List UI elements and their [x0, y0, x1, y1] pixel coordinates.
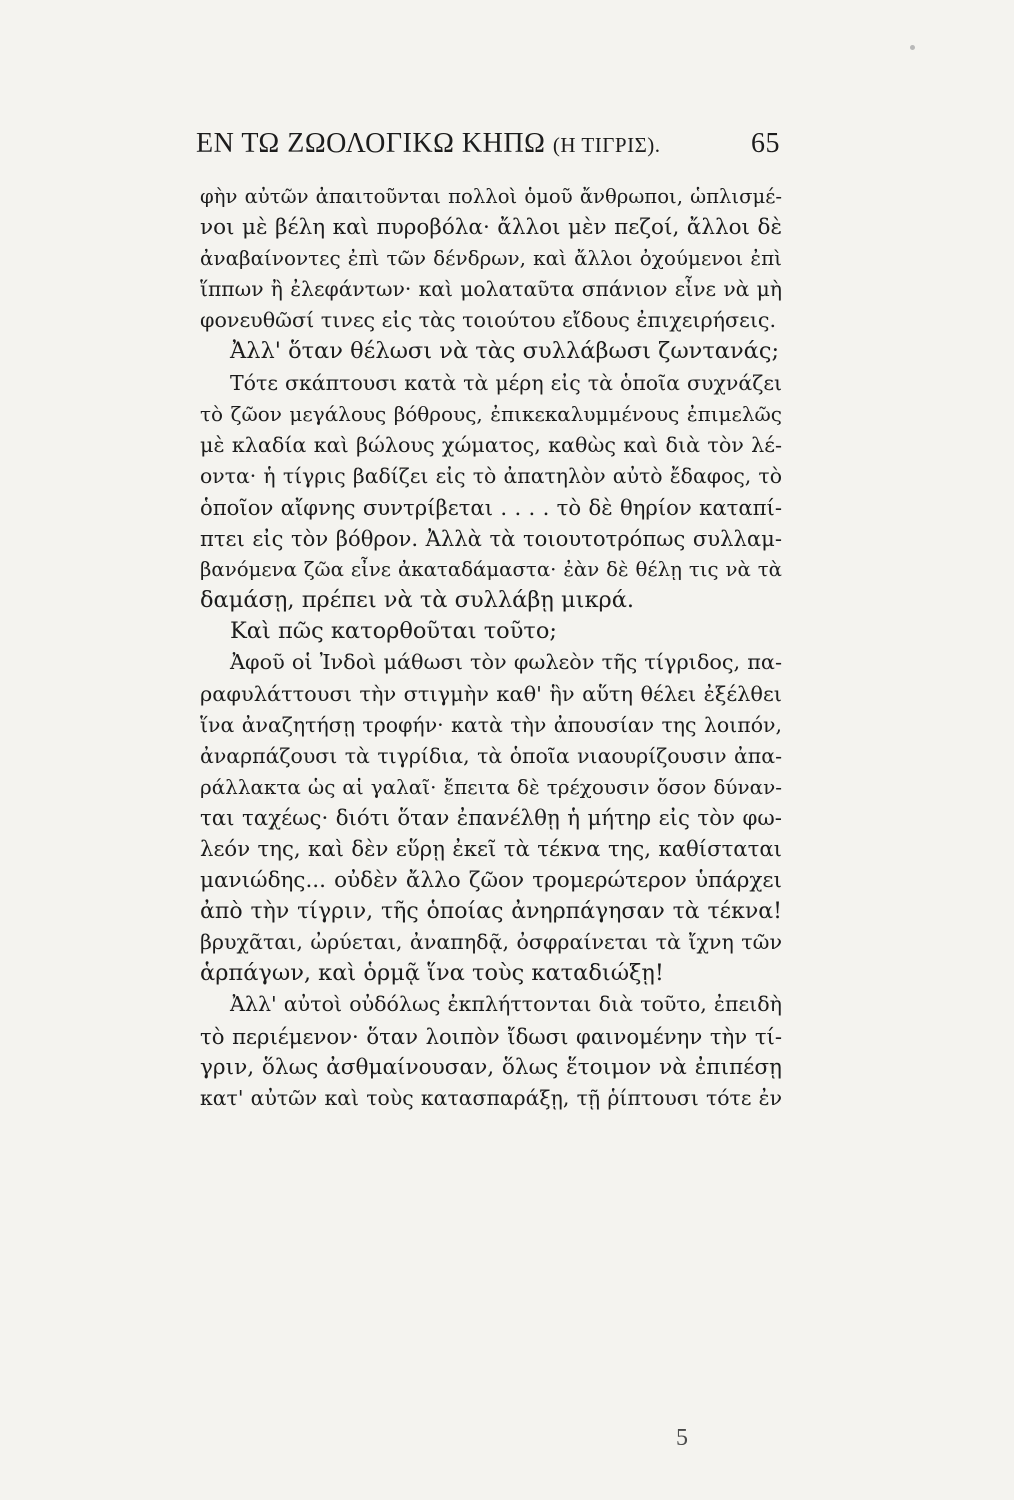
text-line: βανόμενα ζῶα εἶνε ἀκαταδάμαστα· ἐὰν δὲ θέλῃ τις νὰ τὰ: [200, 558, 782, 582]
text-line: Καὶ πῶς κατορθοῦται τοῦτο;: [230, 618, 557, 645]
text-line: μὲ κλαδία καὶ βώλους χώματος, καθὼς καὶ διὰ τὸν λέ-: [200, 432, 782, 457]
text-line: οντα· ἡ τίγρις βαδίζει εἰς τὸ ἀπατηλὸν αὐτὸ ἔδαφος, τὸ: [200, 463, 782, 488]
text-line: τὸ ζῶον μεγάλους βόθρους, ἐπικεκαλυμμένους ἐπιμελῶς: [200, 401, 782, 426]
text-line: Ἀλλ' αὐτοὶ οὐδόλως ἐκπλήττονται διὰ τοῦτο, ἐπειδὴ: [230, 992, 782, 1017]
paper-speck: [910, 45, 915, 50]
body-text: [200, 181, 782, 1114]
running-title-sub: (Η ΤΙΓΡΙΣ).: [552, 133, 661, 157]
text-line: ἵνα ἀναζητήσῃ τροφήν· κατὰ τὴν ἀπουσίαν της λοιπόν,: [200, 712, 782, 737]
text-line: ραφυλάττουσι τὴν στιγμὴν καθ' ἣν αὕτη θέλει ἐξέλθει: [200, 681, 782, 706]
text-line: μανιώδης... οὐδὲν ἄλλο ζῶον τρομερώτερον ὑπάρχει: [200, 868, 782, 894]
text-line: κατ' αὐτῶν καὶ τοὺς κατασπαράξῃ, τῇ ῥίπτουσι τότε ἐν: [200, 1085, 782, 1110]
signature-mark: 5: [676, 1425, 688, 1451]
running-header: [196, 128, 780, 168]
text-line: ἀναρπάζουσι τὰ τιγρίδια, τὰ ὁποῖα νιαουρίζουσιν ἀπα-: [200, 743, 782, 768]
text-line: ράλλακτα ὡς αἱ γαλαῖ· ἔπειτα δὲ τρέχουσιν ὅσον δύναν-: [200, 774, 782, 799]
page-number: 65: [751, 128, 780, 159]
text-line: Ἀφοῦ οἱ Ἰνδοὶ μάθωσι τὸν φωλεὸν τῆς τίγριδος, πα-: [230, 650, 782, 675]
text-line: ἁρπάγων, καὶ ὁρμᾷ ἵνα τοὺς καταδιώξῃ!: [200, 960, 664, 987]
text-line: λεόν της, καὶ δὲν εὕρῃ ἐκεῖ τὰ τέκνα της, καθίσταται: [200, 836, 782, 862]
text-line: νοι μὲ βέλη καὶ πυροβόλα· ἄλλοι μὲν πεζοί, ἄλλοι δὲ: [200, 215, 782, 241]
text-line: γριν, ὅλως ἀσθμαίνουσαν, ὅλως ἕτοιμον νὰ ἐπιπέσῃ: [200, 1054, 782, 1080]
text-line: τὸ περιέμενον· ὅταν λοιπὸν ἴδωσι φαινομένην τὴν τί-: [200, 1023, 782, 1049]
text-line: βρυχᾶται, ὠρύεται, ἀναπηδᾷ, ὀσφραίνεται τὰ ἴχνη τῶν: [200, 930, 782, 955]
running-title: [196, 128, 661, 160]
running-title-main: ΕΝ ΤΩ ΖΩΟΛΟΓΙΚΩ ΚΗΠΩ: [196, 128, 546, 159]
text-line: ἵππων ἢ ἐλεφάντων· καὶ μολαταῦτα σπάνιον εἶνε νὰ μὴ: [200, 277, 782, 302]
text-line: φὴν αὐτῶν ἀπαιτοῦνται πολλοὶ ὁμοῦ ἄνθρωποι, ὡπλισμέ-: [200, 185, 782, 208]
text-line: Ἀλλ' ὅταν θέλωσι νὰ τὰς συλλάβωσι ζωντανάς;: [230, 338, 780, 365]
text-line: φονευθῶσί τινες εἰς τὰς τοιούτου εἴδους ἐπιχειρήσεις.: [200, 308, 777, 333]
text-line: δαμάσῃ, πρέπει νὰ τὰ συλλάβῃ μικρά.: [200, 587, 635, 614]
text-line: ὁποῖον αἴφνης συντρίβεται . . . . τὸ δὲ θηρίον καταπί-: [200, 494, 782, 520]
text-line: Τότε σκάπτουσι κατὰ τὰ μέρη εἰς τὰ ὁποῖα συχνάζει: [230, 370, 782, 395]
text-line: ἀπὸ τὴν τίγριν, τῆς ὁποίας ἀνηρπάγησαν τὰ τέκνα!: [200, 899, 782, 925]
text-line: πτει εἰς τὸν βόθρον. Ἀλλὰ τὰ τοιουτοτρόπως συλλαμ-: [200, 526, 782, 552]
text-line: ἀναβαίνοντες ἐπὶ τῶν δένδρων, καὶ ἄλλοι ὀχούμενοι ἐπὶ: [200, 246, 782, 271]
text-line: ται ταχέως· διότι ὅταν ἐπανέλθῃ ἡ μήτηρ εἰς τὸν φω-: [200, 805, 782, 831]
